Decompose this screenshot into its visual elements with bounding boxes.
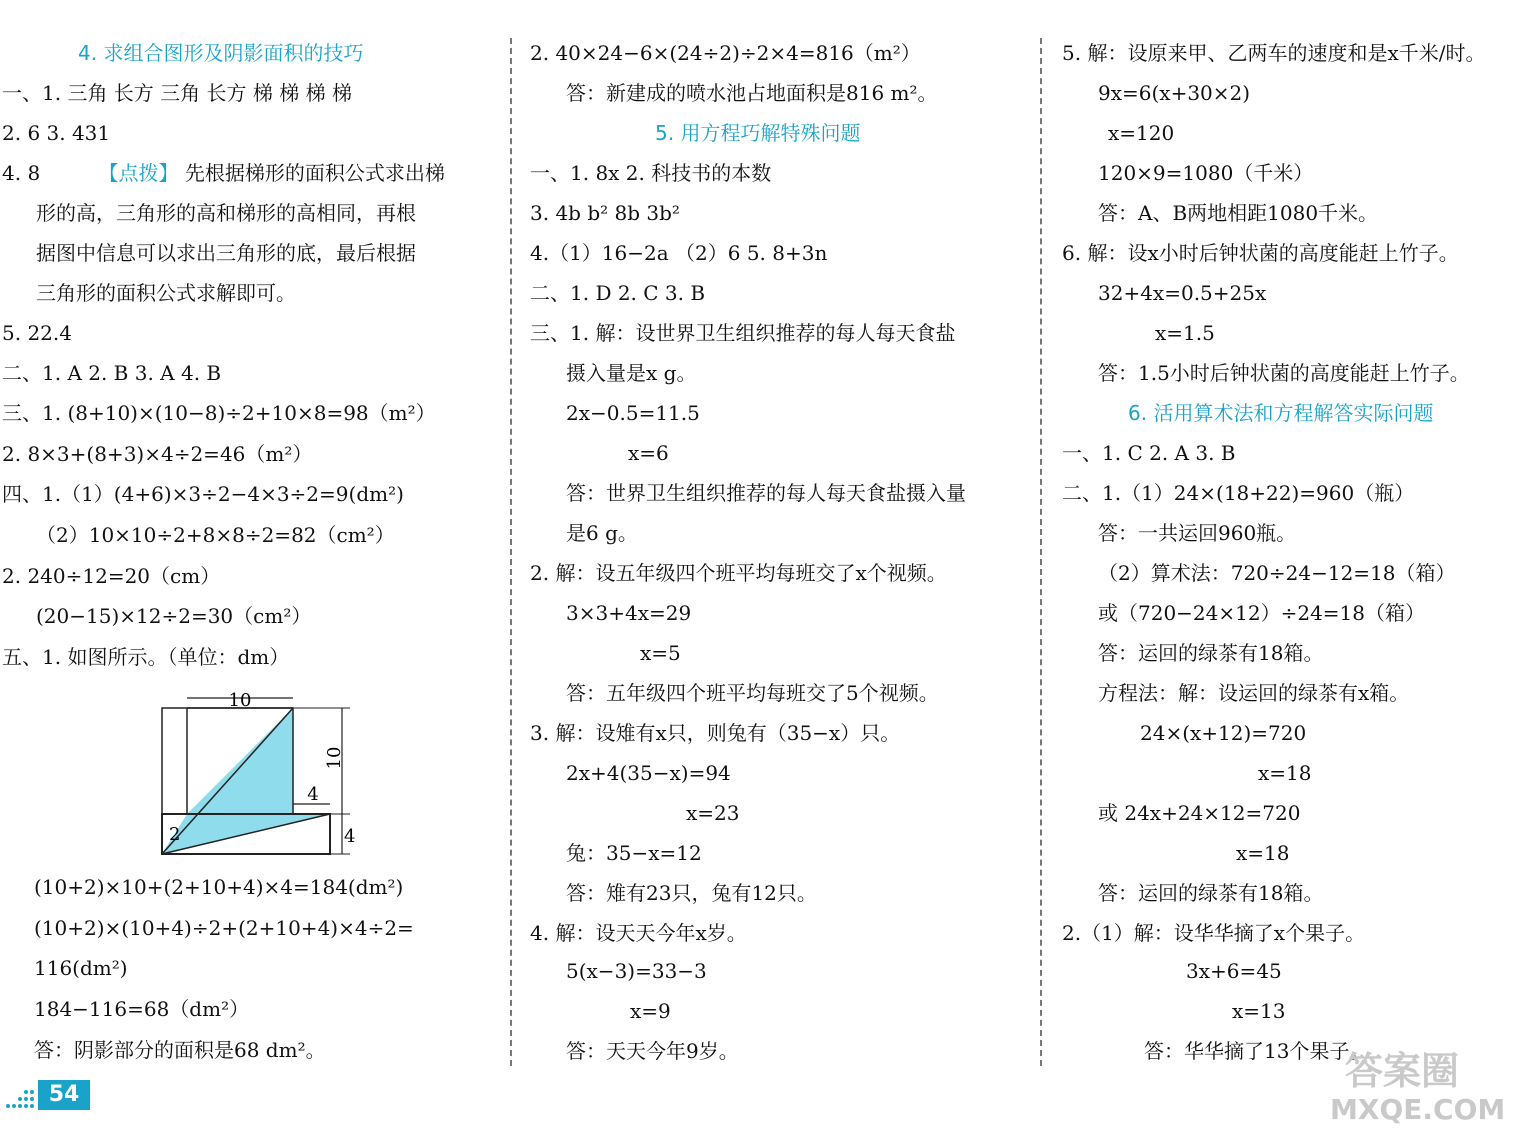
col1-line-3 bbox=[2, 160, 445, 186]
col3-line-16: 答：华华摘了13个果子。 bbox=[1144, 1039, 1370, 1063]
col3-top-line-7: 32+4x=0.5+25x bbox=[1098, 281, 1267, 305]
col3-line-14: 3x+6=45 bbox=[1186, 959, 1282, 983]
col3-line-15: x=13 bbox=[1232, 999, 1286, 1023]
section-title-4: 4. 求组合图形及阴影面积的技巧 bbox=[78, 41, 364, 65]
col3-top-line-4: 120×9=1080（千米） bbox=[1098, 161, 1314, 185]
col2-line-7: 2x−0.5=11.5 bbox=[566, 401, 700, 425]
col1-line-18: 116(dm²) bbox=[34, 956, 128, 980]
col2-line-4: 二、1. D 2. C 3. B bbox=[530, 281, 706, 305]
col3-top-line-9: 答：1.5小时后钟状菌的高度能赶上竹子。 bbox=[1098, 361, 1470, 385]
label-4-vertical: 4 bbox=[344, 826, 356, 847]
col2-line-18: 兔：35−x=12 bbox=[566, 841, 702, 865]
col2-line-5: 三、1. 解：设世界卫生组织推荐的每人每天食盐 bbox=[530, 321, 956, 345]
col3-line-6: 答：运回的绿茶有18箱。 bbox=[1098, 641, 1324, 665]
col2-line-16: 2x+4(35−x)=94 bbox=[566, 761, 731, 785]
col3-line-1: 一、1. C 2. A 3. B bbox=[1062, 441, 1236, 465]
col2-line-11: 2. 解：设五年级四个班平均每班交了x个视频。 bbox=[530, 561, 947, 585]
col3-line-4: （2）算术法：720÷24−12=18（箱） bbox=[1098, 561, 1456, 585]
tip-text: 先根据梯形的面积公式求出梯 bbox=[184, 161, 445, 185]
col3-top-line-5: 答：A、B两地相距1080千米。 bbox=[1098, 201, 1379, 225]
col2-line-17: x=23 bbox=[686, 801, 740, 825]
answer-4: 4. 8 bbox=[2, 161, 41, 185]
col1-line-16: (10+2)×10+(2+10+4)×4=184(dm²) bbox=[34, 875, 404, 899]
shaded-triangle-upper bbox=[187, 708, 293, 814]
col3-line-10: 或 24x+24×12=720 bbox=[1098, 801, 1301, 825]
column-divider-1 bbox=[510, 38, 512, 1066]
col3-top-line-1: 5. 解：设原来甲、乙两车的速度和是x千米/时。 bbox=[1062, 41, 1486, 65]
col1-line-9: 三、1. (8+10)×(10−8)÷2+10×8=98（m²） bbox=[2, 401, 436, 425]
col3-line-8: 24×(x+12)=720 bbox=[1140, 721, 1307, 745]
col3-line-12: 答：运回的绿茶有18箱。 bbox=[1098, 881, 1324, 905]
col3-top-line-3: x=120 bbox=[1108, 121, 1175, 145]
column-divider-2 bbox=[1040, 38, 1042, 1066]
col1-line-7: 5. 22.4 bbox=[2, 321, 72, 345]
col1-line-1: 一、1. 三角 长方 三角 长方 梯 梯 梯 梯 bbox=[2, 81, 352, 105]
decorative-dots-icon bbox=[4, 1084, 38, 1110]
col3-line-13: 2.（1）解：设华华摘了x个果子。 bbox=[1062, 921, 1366, 945]
label-4-horizontal: 4 bbox=[307, 784, 319, 805]
col1-line-13: 2. 240÷12=20（cm） bbox=[2, 564, 221, 588]
col2-line-21: 5(x−3)=33−3 bbox=[566, 959, 707, 983]
label-top-10: 10 bbox=[228, 690, 252, 711]
geometry-figure bbox=[150, 686, 360, 864]
col3-line-2: 二、1.（1）24×(18+22)=960（瓶） bbox=[1062, 481, 1415, 505]
col1-line-5: 据图中信息可以求出三角形的底，最后根据 bbox=[36, 241, 416, 265]
col3-top-line-8: x=1.5 bbox=[1155, 321, 1215, 345]
col1-line-15: 五、1. 如图所示。（单位：dm） bbox=[2, 645, 290, 669]
col2-line-9: 答：世界卫生组织推荐的每人每天食盐摄入量 bbox=[566, 481, 966, 505]
col2-line-10: 是6 g。 bbox=[566, 521, 638, 545]
col1-line-19: 184−116=68（dm²） bbox=[34, 997, 250, 1021]
col1-line-11: 四、1.（1）(4+6)×3÷2−4×3÷2=9(dm²) bbox=[2, 482, 404, 506]
col1-line-4: 形的高，三角形的高和梯形的高相同，再根 bbox=[36, 201, 416, 225]
col1-line-8: 二、1. A 2. B 3. A 4. B bbox=[2, 361, 222, 385]
col2-line-6: 摄入量是x g。 bbox=[566, 361, 697, 385]
col3-top-line-6: 6. 解：设x小时后钟状菌的高度能赶上竹子。 bbox=[1062, 241, 1459, 265]
col1-line-17: (10+2)×(10+4)÷2+(2+10+4)×4÷2= bbox=[34, 916, 414, 940]
col3-line-9: x=18 bbox=[1258, 761, 1312, 785]
col2-line-23: 答：天天今年9岁。 bbox=[566, 1039, 739, 1063]
page-number: 54 bbox=[38, 1080, 90, 1110]
col1-line-10: 2. 8×3+(8+3)×4÷2=46（m²） bbox=[2, 442, 313, 466]
label-right-10: 10 bbox=[324, 746, 345, 770]
col1-line-20: 答：阴影部分的面积是68 dm²。 bbox=[34, 1038, 326, 1062]
col2-line-13: x=5 bbox=[640, 641, 681, 665]
col3-line-5: 或（720−24×12）÷24=18（箱） bbox=[1098, 601, 1426, 625]
section-title-6: 6. 活用算术法和方程解答实际问题 bbox=[1128, 401, 1434, 425]
col1-line-6: 三角形的面积公式求解即可。 bbox=[36, 281, 296, 305]
col2-top-line-2: 答：新建成的喷水池占地面积是816 m²。 bbox=[566, 81, 938, 105]
col2-line-20: 4. 解：设天天今年x岁。 bbox=[530, 921, 747, 945]
section-title-5: 5. 用方程巧解特殊问题 bbox=[655, 121, 861, 145]
watermark-url: MXQE.COM bbox=[1330, 1093, 1506, 1126]
col2-line-14: 答：五年级四个班平均每班交了5个视频。 bbox=[566, 681, 939, 705]
col2-line-22: x=9 bbox=[630, 999, 671, 1023]
col3-line-11: x=18 bbox=[1236, 841, 1290, 865]
col2-line-19: 答：雉有23只，兔有12只。 bbox=[566, 881, 817, 905]
label-2: 2 bbox=[169, 824, 181, 845]
col2-line-8: x=6 bbox=[628, 441, 669, 465]
col2-line-15: 3. 解：设雉有x只，则兔有（35−x）只。 bbox=[530, 721, 901, 745]
col2-line-12: 3×3+4x=29 bbox=[566, 601, 692, 625]
tip-label: 【点拨】 bbox=[98, 161, 179, 185]
col1-line-14: (20−15)×12÷2=30（cm²） bbox=[36, 604, 312, 628]
col3-top-line-2: 9x=6(x+30×2) bbox=[1098, 81, 1251, 105]
col2-line-2: 3. 4b b² 8b 3b² bbox=[530, 201, 680, 225]
col2-line-3: 4.（1）16−2a （2）6 5. 8+3n bbox=[530, 241, 828, 265]
col3-line-3: 答：一共运回960瓶。 bbox=[1098, 521, 1297, 545]
col2-top-line-1: 2. 40×24−6×(24÷2)÷2×4=816（m²） bbox=[530, 41, 921, 65]
col1-line-2: 2. 6 3. 431 bbox=[2, 121, 111, 145]
col2-line-1: 一、1. 8x 2. 科技书的本数 bbox=[530, 161, 772, 185]
col1-line-12: （2）10×10÷2+8×8÷2=82（cm²） bbox=[36, 523, 395, 547]
col3-line-7: 方程法：解：设运回的绿茶有x箱。 bbox=[1098, 681, 1410, 705]
watermark-logo: 答案圈 bbox=[1345, 1049, 1460, 1093]
